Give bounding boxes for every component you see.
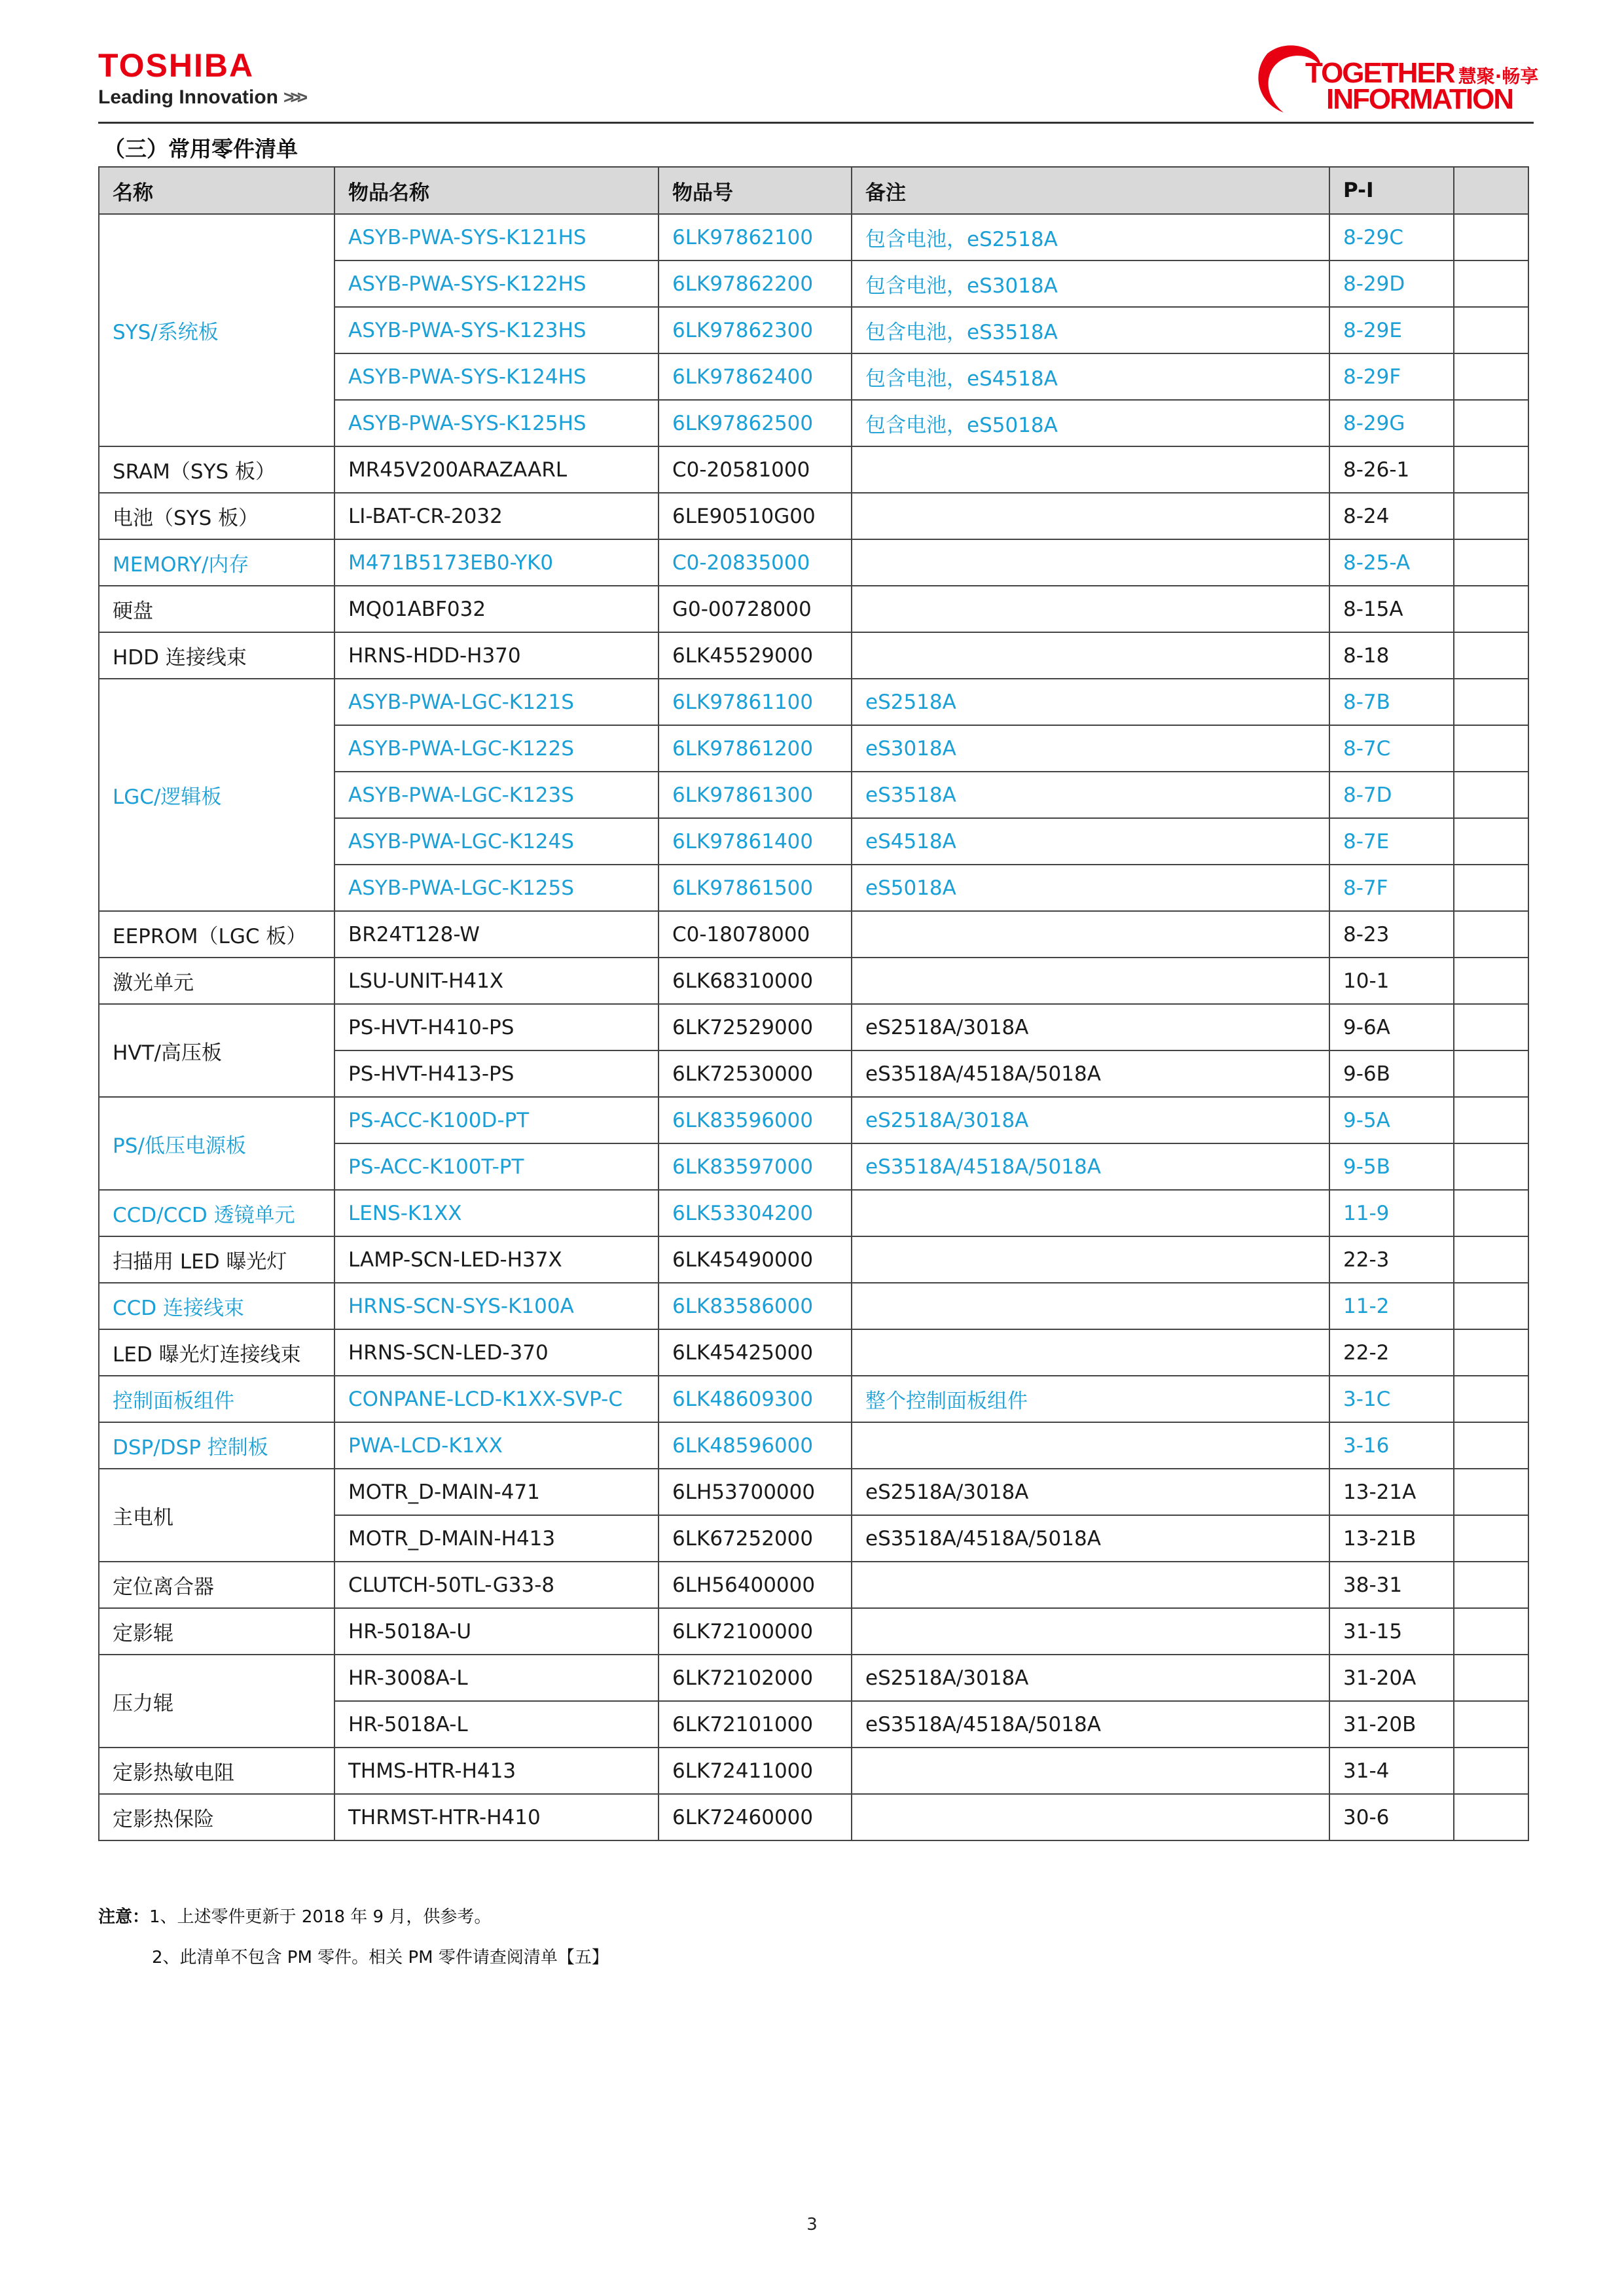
pi-cell: 8-24 <box>1329 493 1454 539</box>
item-name-cell: THRMST-HTR-H410 <box>334 1794 659 1840</box>
extra-cell <box>1454 818 1528 865</box>
extra-cell <box>1454 1655 1528 1701</box>
group-name-cell: 定位离合器 <box>99 1562 334 1608</box>
pi-cell: 8-25-A <box>1329 539 1454 586</box>
pi-cell: 30-6 <box>1329 1794 1454 1840</box>
pi-cell: 8-7D <box>1329 772 1454 818</box>
table-body <box>99 214 1528 1840</box>
item-name-cell: PS-ACC-K100T-PT <box>334 1143 659 1190</box>
remark-cell: eS3518A/4518A/5018A <box>852 1701 1329 1748</box>
remark-cell <box>852 1283 1329 1329</box>
remark-cell <box>852 446 1329 493</box>
item-name-cell: THMS-HTR-H413 <box>334 1748 659 1794</box>
remark-cell: eS3518A/4518A/5018A <box>852 1143 1329 1190</box>
part-number-cell: C0-20835000 <box>659 539 852 586</box>
group-name-cell: 定影热敏电阻 <box>99 1748 334 1794</box>
table-row <box>99 1097 1528 1143</box>
remark-cell <box>852 1236 1329 1283</box>
brand-name: TOSHIBA <box>98 47 255 84</box>
part-number-cell: C0-20581000 <box>659 446 852 493</box>
group-name-cell: DSP/DSP 控制板 <box>99 1422 334 1469</box>
group-name-cell: SYS/系统板 <box>99 214 334 446</box>
table-header-row <box>99 167 1528 214</box>
group-name-cell: 控制面板组件 <box>99 1376 334 1422</box>
item-name-cell: LENS-K1XX <box>334 1190 659 1236</box>
pi-cell: 8-7B <box>1329 679 1454 725</box>
part-number-cell: 6LK72102000 <box>659 1655 852 1701</box>
part-number-cell: 6LK97861200 <box>659 725 852 772</box>
part-number-cell: 6LK97861400 <box>659 818 852 865</box>
pi-cell: 8-18 <box>1329 632 1454 679</box>
pi-cell: 8-29F <box>1329 353 1454 400</box>
group-name-cell: 电池（SYS 板） <box>99 493 334 539</box>
item-name-cell: LI-BAT-CR-2032 <box>334 493 659 539</box>
table-row <box>99 1748 1528 1794</box>
remark-cell: 包含电池，eS4518A <box>852 353 1329 400</box>
table-row <box>99 1283 1528 1329</box>
item-name-cell: ASYB-PWA-LGC-K122S <box>334 725 659 772</box>
remark-cell <box>852 1190 1329 1236</box>
remark-cell: eS2518A/3018A <box>852 1469 1329 1515</box>
part-number-cell: 6LK97861300 <box>659 772 852 818</box>
remark-cell: 整个控制面板组件 <box>852 1376 1329 1422</box>
col-header-remark: 备注 <box>852 167 1329 214</box>
extra-cell <box>1454 493 1528 539</box>
extra-cell <box>1454 1748 1528 1794</box>
parts-table <box>98 166 1529 1841</box>
table-row <box>99 1329 1528 1376</box>
group-name-cell: 压力辊 <box>99 1655 334 1748</box>
extra-cell <box>1454 1190 1528 1236</box>
item-name-cell: MOTR_D-MAIN-H413 <box>334 1515 659 1562</box>
group-name-cell: PS/低压电源板 <box>99 1097 334 1190</box>
part-number-cell: 6LK45529000 <box>659 632 852 679</box>
item-name-cell: HR-5018A-L <box>334 1701 659 1748</box>
tagline-text: Leading Innovation <box>98 86 278 108</box>
table-row <box>99 1469 1528 1515</box>
item-name-cell: HRNS-HDD-H370 <box>334 632 659 679</box>
extra-cell <box>1454 446 1528 493</box>
part-number-cell: 6LK72101000 <box>659 1701 852 1748</box>
extra-cell <box>1454 1376 1528 1422</box>
table-row <box>99 911 1528 958</box>
part-number-cell: 6LK83596000 <box>659 1097 852 1143</box>
remark-cell <box>852 1422 1329 1469</box>
remark-cell <box>852 911 1329 958</box>
pi-cell: 11-2 <box>1329 1283 1454 1329</box>
col-header-part-no: 物品号 <box>659 167 852 214</box>
item-name-cell: HR-5018A-U <box>334 1608 659 1655</box>
note-label: 注意： <box>98 1907 150 1927</box>
group-name-cell: HVT/高压板 <box>99 1004 334 1097</box>
part-number-cell: 6LK97862500 <box>659 400 852 446</box>
group-name-cell: LGC/逻辑板 <box>99 679 334 911</box>
pi-cell: 8-29G <box>1329 400 1454 446</box>
item-name-cell: BR24T128-W <box>334 911 659 958</box>
remark-cell <box>852 539 1329 586</box>
col-header-item-name: 物品名称 <box>334 167 659 214</box>
table-row <box>99 1236 1528 1283</box>
extra-cell <box>1454 1329 1528 1376</box>
part-number-cell: 6LK72460000 <box>659 1794 852 1840</box>
part-number-cell: 6LK48596000 <box>659 1422 852 1469</box>
col-header-extra <box>1454 167 1528 214</box>
pi-cell: 10-1 <box>1329 958 1454 1004</box>
item-name-cell: MQ01ABF032 <box>334 586 659 632</box>
part-number-cell: 6LK72530000 <box>659 1050 852 1097</box>
item-name-cell: ASYB-PWA-SYS-K122HS <box>334 260 659 307</box>
table-row <box>99 493 1528 539</box>
remark-cell <box>852 1562 1329 1608</box>
remark-cell: 包含电池，eS2518A <box>852 214 1329 260</box>
table-row <box>99 958 1528 1004</box>
item-name-cell: HR-3008A-L <box>334 1655 659 1701</box>
group-name-cell: 激光单元 <box>99 958 334 1004</box>
pi-cell: 8-7C <box>1329 725 1454 772</box>
extra-cell <box>1454 911 1528 958</box>
group-name-cell: LED 曝光灯连接线束 <box>99 1329 334 1376</box>
group-name-cell: 硬盘 <box>99 586 334 632</box>
part-number-cell: C0-18078000 <box>659 911 852 958</box>
remark-cell: eS3518A/4518A/5018A <box>852 1050 1329 1097</box>
part-number-cell: 6LK68310000 <box>659 958 852 1004</box>
part-number-cell: 6LK72529000 <box>659 1004 852 1050</box>
remark-cell: eS3018A <box>852 725 1329 772</box>
part-number-cell: 6LH53700000 <box>659 1469 852 1515</box>
item-name-cell: ASYB-PWA-SYS-K124HS <box>334 353 659 400</box>
remark-cell <box>852 493 1329 539</box>
extra-cell <box>1454 1283 1528 1329</box>
pi-cell: 3-16 <box>1329 1422 1454 1469</box>
pi-cell: 8-26-1 <box>1329 446 1454 493</box>
part-number-cell: 6LK53304200 <box>659 1190 852 1236</box>
item-name-cell: ASYB-PWA-LGC-K121S <box>334 679 659 725</box>
item-name-cell: PS-HVT-H413-PS <box>334 1050 659 1097</box>
pi-cell: 8-7F <box>1329 865 1454 911</box>
pi-cell: 8-29C <box>1329 214 1454 260</box>
item-name-cell: MR45V200ARAZAARL <box>334 446 659 493</box>
item-name-cell: M471B5173EB0-YK0 <box>334 539 659 586</box>
pi-cell: 9-5B <box>1329 1143 1454 1190</box>
extra-cell <box>1454 1004 1528 1050</box>
table-row <box>99 679 1528 725</box>
part-number-cell: 6LK48609300 <box>659 1376 852 1422</box>
pi-cell: 31-15 <box>1329 1608 1454 1655</box>
item-name-cell: HRNS-SCN-SYS-K100A <box>334 1283 659 1329</box>
table-row <box>99 446 1528 493</box>
pi-cell: 8-23 <box>1329 911 1454 958</box>
part-number-cell: 6LK97862200 <box>659 260 852 307</box>
remark-cell: eS4518A <box>852 818 1329 865</box>
table-row <box>99 1562 1528 1608</box>
chevrons-icon: >>> <box>283 87 304 107</box>
pi-cell: 9-6A <box>1329 1004 1454 1050</box>
remark-cell <box>852 1748 1329 1794</box>
pi-cell: 31-20A <box>1329 1655 1454 1701</box>
header-rule <box>98 122 1534 124</box>
pi-cell: 8-7E <box>1329 818 1454 865</box>
pi-cell: 9-5A <box>1329 1097 1454 1143</box>
item-name-cell: ASYB-PWA-LGC-K125S <box>334 865 659 911</box>
remark-cell <box>852 1608 1329 1655</box>
pi-cell: 3-1C <box>1329 1376 1454 1422</box>
remark-cell: eS3518A <box>852 772 1329 818</box>
item-name-cell: ASYB-PWA-SYS-K125HS <box>334 400 659 446</box>
item-name-cell: PWA-LCD-K1XX <box>334 1422 659 1469</box>
part-number-cell: 6LK97861100 <box>659 679 852 725</box>
extra-cell <box>1454 1515 1528 1562</box>
remark-cell <box>852 586 1329 632</box>
extra-cell <box>1454 214 1528 260</box>
extra-cell <box>1454 958 1528 1004</box>
campaign-logo <box>1248 41 1539 116</box>
remark-cell: eS2518A <box>852 679 1329 725</box>
brand-tagline <box>98 86 304 109</box>
part-number-cell: 6LK45490000 <box>659 1236 852 1283</box>
extra-cell <box>1454 1050 1528 1097</box>
item-name-cell: ASYB-PWA-LGC-K124S <box>334 818 659 865</box>
extra-cell <box>1454 586 1528 632</box>
campaign-line2: INFORMATION <box>1326 83 1513 115</box>
section-title: （三）常用零件清单 <box>103 136 298 162</box>
item-name-cell: PS-ACC-K100D-PT <box>334 1097 659 1143</box>
part-number-cell: 6LH56400000 <box>659 1562 852 1608</box>
part-number-cell: 6LE90510G00 <box>659 493 852 539</box>
col-header-pi: P-I <box>1329 167 1454 214</box>
table-row <box>99 1190 1528 1236</box>
page-number: 3 <box>806 2215 818 2234</box>
part-number-cell: 6LK72411000 <box>659 1748 852 1794</box>
col-header-name: 名称 <box>99 167 334 214</box>
remark-cell: eS2518A/3018A <box>852 1655 1329 1701</box>
remark-cell: eS3518A/4518A/5018A <box>852 1515 1329 1562</box>
note-2: 2、此清单不包含 PM 零件。相关 PM 零件请查阅清单【五】 <box>152 1948 609 1967</box>
pi-cell: 8-29D <box>1329 260 1454 307</box>
extra-cell <box>1454 1097 1528 1143</box>
pi-cell: 31-4 <box>1329 1748 1454 1794</box>
extra-cell <box>1454 1794 1528 1840</box>
table-row <box>99 1004 1528 1050</box>
extra-cell <box>1454 679 1528 725</box>
item-name-cell: ASYB-PWA-SYS-K121HS <box>334 214 659 260</box>
pi-cell: 8-15A <box>1329 586 1454 632</box>
group-name-cell: 扫描用 LED 曝光灯 <box>99 1236 334 1283</box>
table-row <box>99 1422 1528 1469</box>
table-row <box>99 586 1528 632</box>
extra-cell <box>1454 1143 1528 1190</box>
pi-cell: 22-3 <box>1329 1236 1454 1283</box>
part-number-cell: 6LK83586000 <box>659 1283 852 1329</box>
extra-cell <box>1454 725 1528 772</box>
extra-cell <box>1454 1608 1528 1655</box>
table-row <box>99 1608 1528 1655</box>
part-number-cell: 6LK83597000 <box>659 1143 852 1190</box>
item-name-cell: LAMP-SCN-LED-H37X <box>334 1236 659 1283</box>
pi-cell: 11-9 <box>1329 1190 1454 1236</box>
group-name-cell: 定影热保险 <box>99 1794 334 1840</box>
remark-cell: eS2518A/3018A <box>852 1004 1329 1050</box>
table-row <box>99 632 1528 679</box>
item-name-cell: LSU-UNIT-H41X <box>334 958 659 1004</box>
pi-cell: 13-21A <box>1329 1469 1454 1515</box>
campaign-line1: TOGETHER 慧聚·畅享 <box>1305 57 1539 89</box>
part-number-cell: 6LK72100000 <box>659 1608 852 1655</box>
item-name-cell: MOTR_D-MAIN-471 <box>334 1469 659 1515</box>
group-name-cell: CCD 连接线束 <box>99 1283 334 1329</box>
pi-cell: 9-6B <box>1329 1050 1454 1097</box>
group-name-cell: SRAM（SYS 板） <box>99 446 334 493</box>
group-name-cell: EEPROM（LGC 板） <box>99 911 334 958</box>
remark-cell <box>852 958 1329 1004</box>
remark-cell <box>852 1794 1329 1840</box>
part-number-cell: 6LK97862300 <box>659 307 852 353</box>
extra-cell <box>1454 260 1528 307</box>
table-row <box>99 1655 1528 1701</box>
remark-cell: 包含电池，eS3518A <box>852 307 1329 353</box>
extra-cell <box>1454 307 1528 353</box>
part-number-cell: 6LK97861500 <box>659 865 852 911</box>
remark-cell: eS2518A/3018A <box>852 1097 1329 1143</box>
table-row <box>99 539 1528 586</box>
group-name-cell: 定影辊 <box>99 1608 334 1655</box>
item-name-cell: HRNS-SCN-LED-370 <box>334 1329 659 1376</box>
item-name-cell: PS-HVT-H410-PS <box>334 1004 659 1050</box>
extra-cell <box>1454 632 1528 679</box>
extra-cell <box>1454 539 1528 586</box>
part-number-cell: 6LK45425000 <box>659 1329 852 1376</box>
group-name-cell: 主电机 <box>99 1469 334 1562</box>
part-number-cell: 6LK97862100 <box>659 214 852 260</box>
part-number-cell: 6LK67252000 <box>659 1515 852 1562</box>
extra-cell <box>1454 1469 1528 1515</box>
group-name-cell: MEMORY/内存 <box>99 539 334 586</box>
table-row <box>99 1376 1528 1422</box>
part-number-cell: 6LK97862400 <box>659 353 852 400</box>
item-name-cell: CONPANE-LCD-K1XX-SVP-C <box>334 1376 659 1422</box>
item-name-cell: CLUTCH-50TL-G33-8 <box>334 1562 659 1608</box>
extra-cell <box>1454 772 1528 818</box>
extra-cell <box>1454 865 1528 911</box>
remark-cell <box>852 1329 1329 1376</box>
item-name-cell: ASYB-PWA-LGC-K123S <box>334 772 659 818</box>
extra-cell <box>1454 1701 1528 1748</box>
pi-cell: 22-2 <box>1329 1329 1454 1376</box>
pi-cell: 38-31 <box>1329 1562 1454 1608</box>
table-row <box>99 214 1528 260</box>
extra-cell <box>1454 1422 1528 1469</box>
pi-cell: 31-20B <box>1329 1701 1454 1748</box>
item-name-cell: ASYB-PWA-SYS-K123HS <box>334 307 659 353</box>
extra-cell <box>1454 1236 1528 1283</box>
remark-cell: 包含电池，eS5018A <box>852 400 1329 446</box>
remark-cell: eS5018A <box>852 865 1329 911</box>
pi-cell: 8-29E <box>1329 307 1454 353</box>
extra-cell <box>1454 353 1528 400</box>
table-row <box>99 1794 1528 1840</box>
pi-cell: 13-21B <box>1329 1515 1454 1562</box>
note-1: 注意：1、上述零件更新于 2018 年 9 月，供参考。 <box>98 1907 492 1927</box>
group-name-cell: CCD/CCD 透镜单元 <box>99 1190 334 1236</box>
remark-cell <box>852 632 1329 679</box>
extra-cell <box>1454 1562 1528 1608</box>
part-number-cell: G0-00728000 <box>659 586 852 632</box>
group-name-cell: HDD 连接线束 <box>99 632 334 679</box>
extra-cell <box>1454 400 1528 446</box>
toshiba-logo <box>98 47 304 109</box>
remark-cell: 包含电池，eS3018A <box>852 260 1329 307</box>
